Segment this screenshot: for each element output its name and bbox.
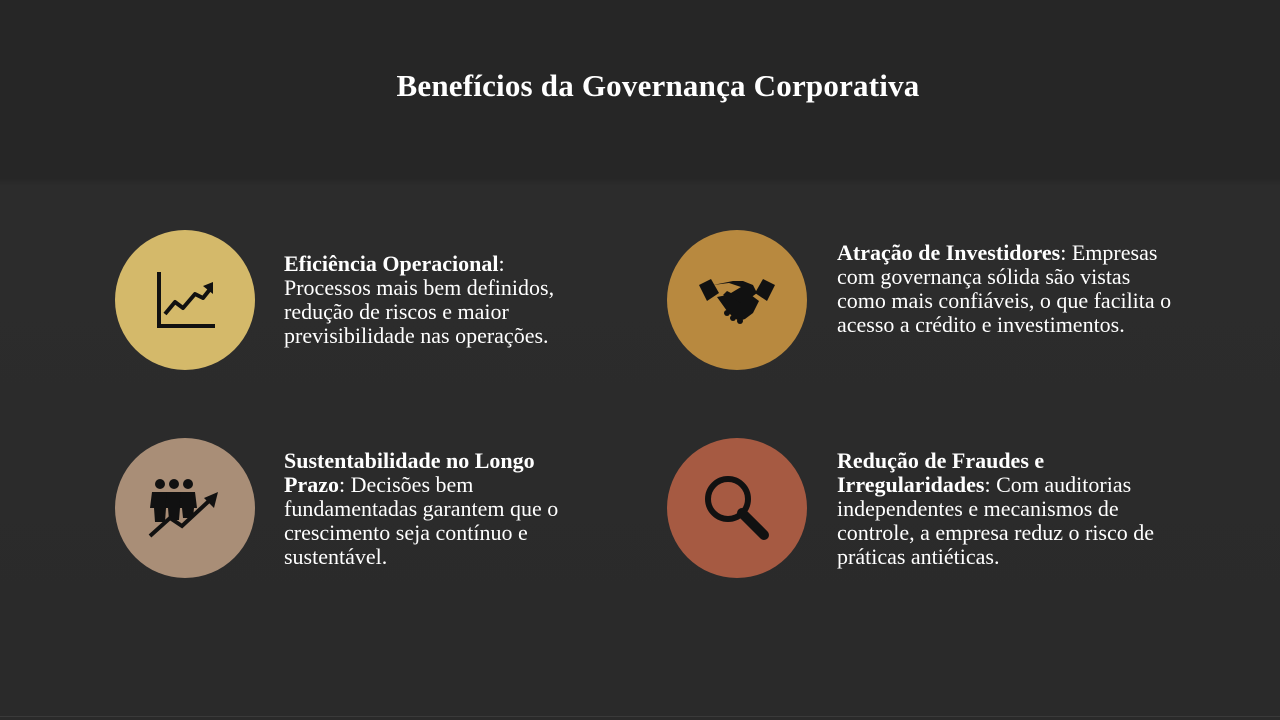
people-growth-icon (148, 476, 222, 540)
slide-title: Benefícios da Governança Corporativa (396, 68, 920, 103)
benefit-heading: Eficiência Operacional (284, 251, 499, 276)
benefit-icon-circle-fraud (667, 438, 807, 578)
benefit-heading: Sustentabilidade no Longo Prazo (284, 448, 535, 497)
benefit-body: Empresas com governança sólida são vistas como mais confiáveis, o que facilita o acesso a crédito e investimentos. (837, 240, 1172, 337)
magnifier-icon (702, 473, 772, 543)
chart-growth-icon (153, 268, 217, 332)
bottom-divider (0, 716, 1280, 717)
benefit-text-efficiency (284, 252, 584, 348)
benefit-heading: Atração de Investidores (837, 240, 1061, 265)
benefit-body: Com auditorias independentes e mecanismos de controle, a empresa reduz o risco de práticas antiéticas. (837, 472, 1155, 569)
benefit-icon-circle-sustainability (115, 438, 255, 578)
benefit-text-investors (837, 241, 1177, 337)
benefit-icon-circle-investors (667, 230, 807, 370)
benefit-separator: : (984, 472, 991, 497)
benefit-text-fraud (837, 449, 1167, 569)
benefit-separator: : (498, 251, 505, 276)
benefit-text-sustainability (284, 449, 594, 569)
benefit-icon-circle-efficiency (115, 230, 255, 370)
benefit-body: Decisões bem fundamentadas garantem que o crescimento seja contínuo e sustentável. (284, 472, 559, 569)
benefit-heading: Redução de Fraudes e Irregularidades (837, 448, 1045, 497)
benefit-separator: : (1060, 240, 1067, 265)
benefit-separator: : (338, 472, 346, 497)
benefit-body: Processos mais bem definidos, redução de riscos e maior previsibilidade nas operações. (284, 275, 555, 348)
handshake-icon (697, 275, 777, 325)
